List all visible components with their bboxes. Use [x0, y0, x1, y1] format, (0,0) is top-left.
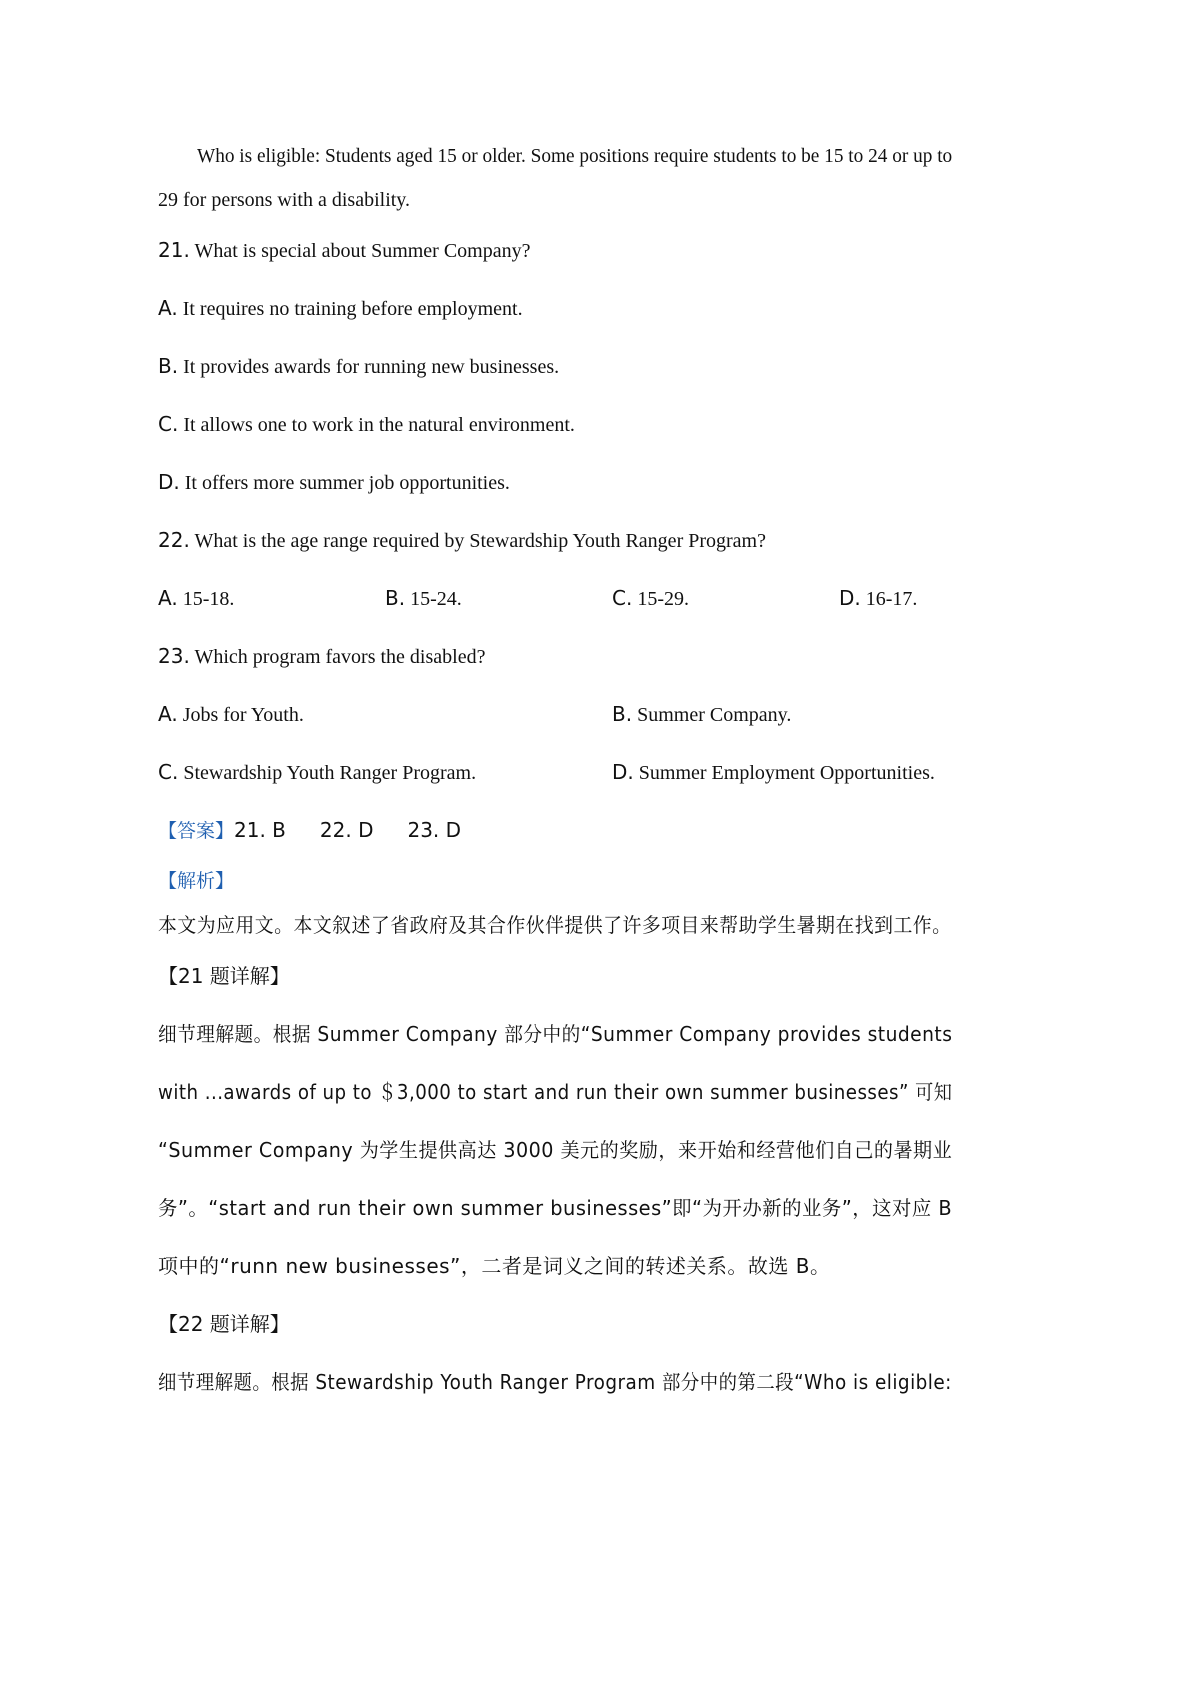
- option-letter: D.: [158, 470, 180, 494]
- option-text: Summer Employment Opportunities.: [638, 762, 935, 784]
- option-text: Jobs for Youth.: [182, 704, 304, 726]
- answer-23: 23. D: [407, 818, 462, 842]
- question-text: What is special about Summer Company?: [194, 240, 531, 262]
- option-text: Summer Company.: [637, 704, 792, 726]
- option-21a: [158, 295, 523, 322]
- question-number: 21.: [158, 238, 190, 262]
- question-22: [158, 527, 766, 554]
- option-text: It provides awards for running new businesses.: [183, 356, 560, 378]
- option-text: 16-17.: [865, 588, 918, 610]
- option-23d: [612, 759, 935, 786]
- q21-analysis-line: 细节理解题。根据 Summer Company 部分中的“Summer Company provides students: [158, 1022, 953, 1046]
- option-text: 15-24.: [410, 588, 462, 610]
- option-text: It offers more summer job opportunities.: [184, 472, 510, 494]
- q22-heading: 【22 题详解】: [158, 1312, 290, 1336]
- q21-analysis-line: “Summer Company 为学生提供高达 3000 美元的奖励，来开始和经营他们自己的暑期业: [158, 1138, 953, 1162]
- question-21: [158, 237, 531, 264]
- answer-21: 21. B: [234, 818, 286, 842]
- answer-line: [158, 817, 461, 844]
- q21-analysis-line: 项中的“runn new businesses”，二者是词义之间的转述关系。故选 B。: [158, 1254, 831, 1278]
- analysis-tag: 【解析】: [158, 870, 235, 892]
- q21-heading: 【21 题详解】: [158, 964, 290, 988]
- option-letter: C.: [158, 412, 179, 436]
- option-letter: A.: [158, 586, 178, 610]
- option-text: Stewardship Youth Ranger Program.: [183, 762, 477, 784]
- option-text: 15-18.: [182, 588, 235, 610]
- q21-analysis-line: with ...awards of up to ＄3,000 to start and run their own summer businesses” 可知: [158, 1080, 953, 1104]
- option-23a: [158, 701, 304, 728]
- option-21b: [158, 353, 559, 380]
- question-23: [158, 643, 485, 670]
- option-letter: B.: [385, 586, 406, 610]
- option-letter: D.: [612, 760, 634, 784]
- option-22d: [839, 585, 917, 612]
- question-number: 23.: [158, 644, 190, 668]
- q22-analysis-line: 细节理解题。根据 Stewardship Youth Ranger Program 部分中的第二段“Who is eligible:: [158, 1370, 952, 1394]
- option-text: 15-29.: [637, 588, 689, 610]
- option-letter: B.: [612, 702, 633, 726]
- option-22b: [385, 585, 462, 612]
- question-number: 22.: [158, 528, 190, 552]
- option-21c: [158, 411, 575, 438]
- option-text: It allows one to work in the natural environment.: [183, 414, 575, 436]
- option-23c: [158, 759, 476, 786]
- option-letter: D.: [839, 586, 861, 610]
- option-letter: A.: [158, 702, 178, 726]
- analysis-summary: 本文为应用文。本文叙述了省政府及其合作伙伴提供了许多项目来帮助学生暑期在找到工作。: [158, 913, 952, 937]
- option-22a: [158, 585, 234, 612]
- question-text: Which program favors the disabled?: [194, 646, 486, 668]
- answer-22: 22. D: [319, 818, 374, 842]
- question-text: What is the age range required by Stewardship Youth Ranger Program?: [194, 530, 766, 552]
- option-letter: C.: [612, 586, 633, 610]
- option-21d: [158, 469, 510, 496]
- option-22c: [612, 585, 689, 612]
- option-letter: B.: [158, 354, 179, 378]
- answer-tag: 【答案】: [158, 820, 235, 842]
- option-23b: [612, 701, 791, 728]
- option-text: It requires no training before employment.: [182, 298, 523, 320]
- passage-line: Who is eligible: Students aged 15 or older. Some positions require students to be 15 to 24 or up to: [197, 145, 953, 167]
- passage-line: 29 for persons with a disability.: [158, 189, 411, 211]
- option-letter: C.: [158, 760, 179, 784]
- option-letter: A.: [158, 296, 178, 320]
- q21-analysis-line: 务”。“start and run their own summer businesses”即“为开办新的业务”，这对应 B: [158, 1196, 953, 1220]
